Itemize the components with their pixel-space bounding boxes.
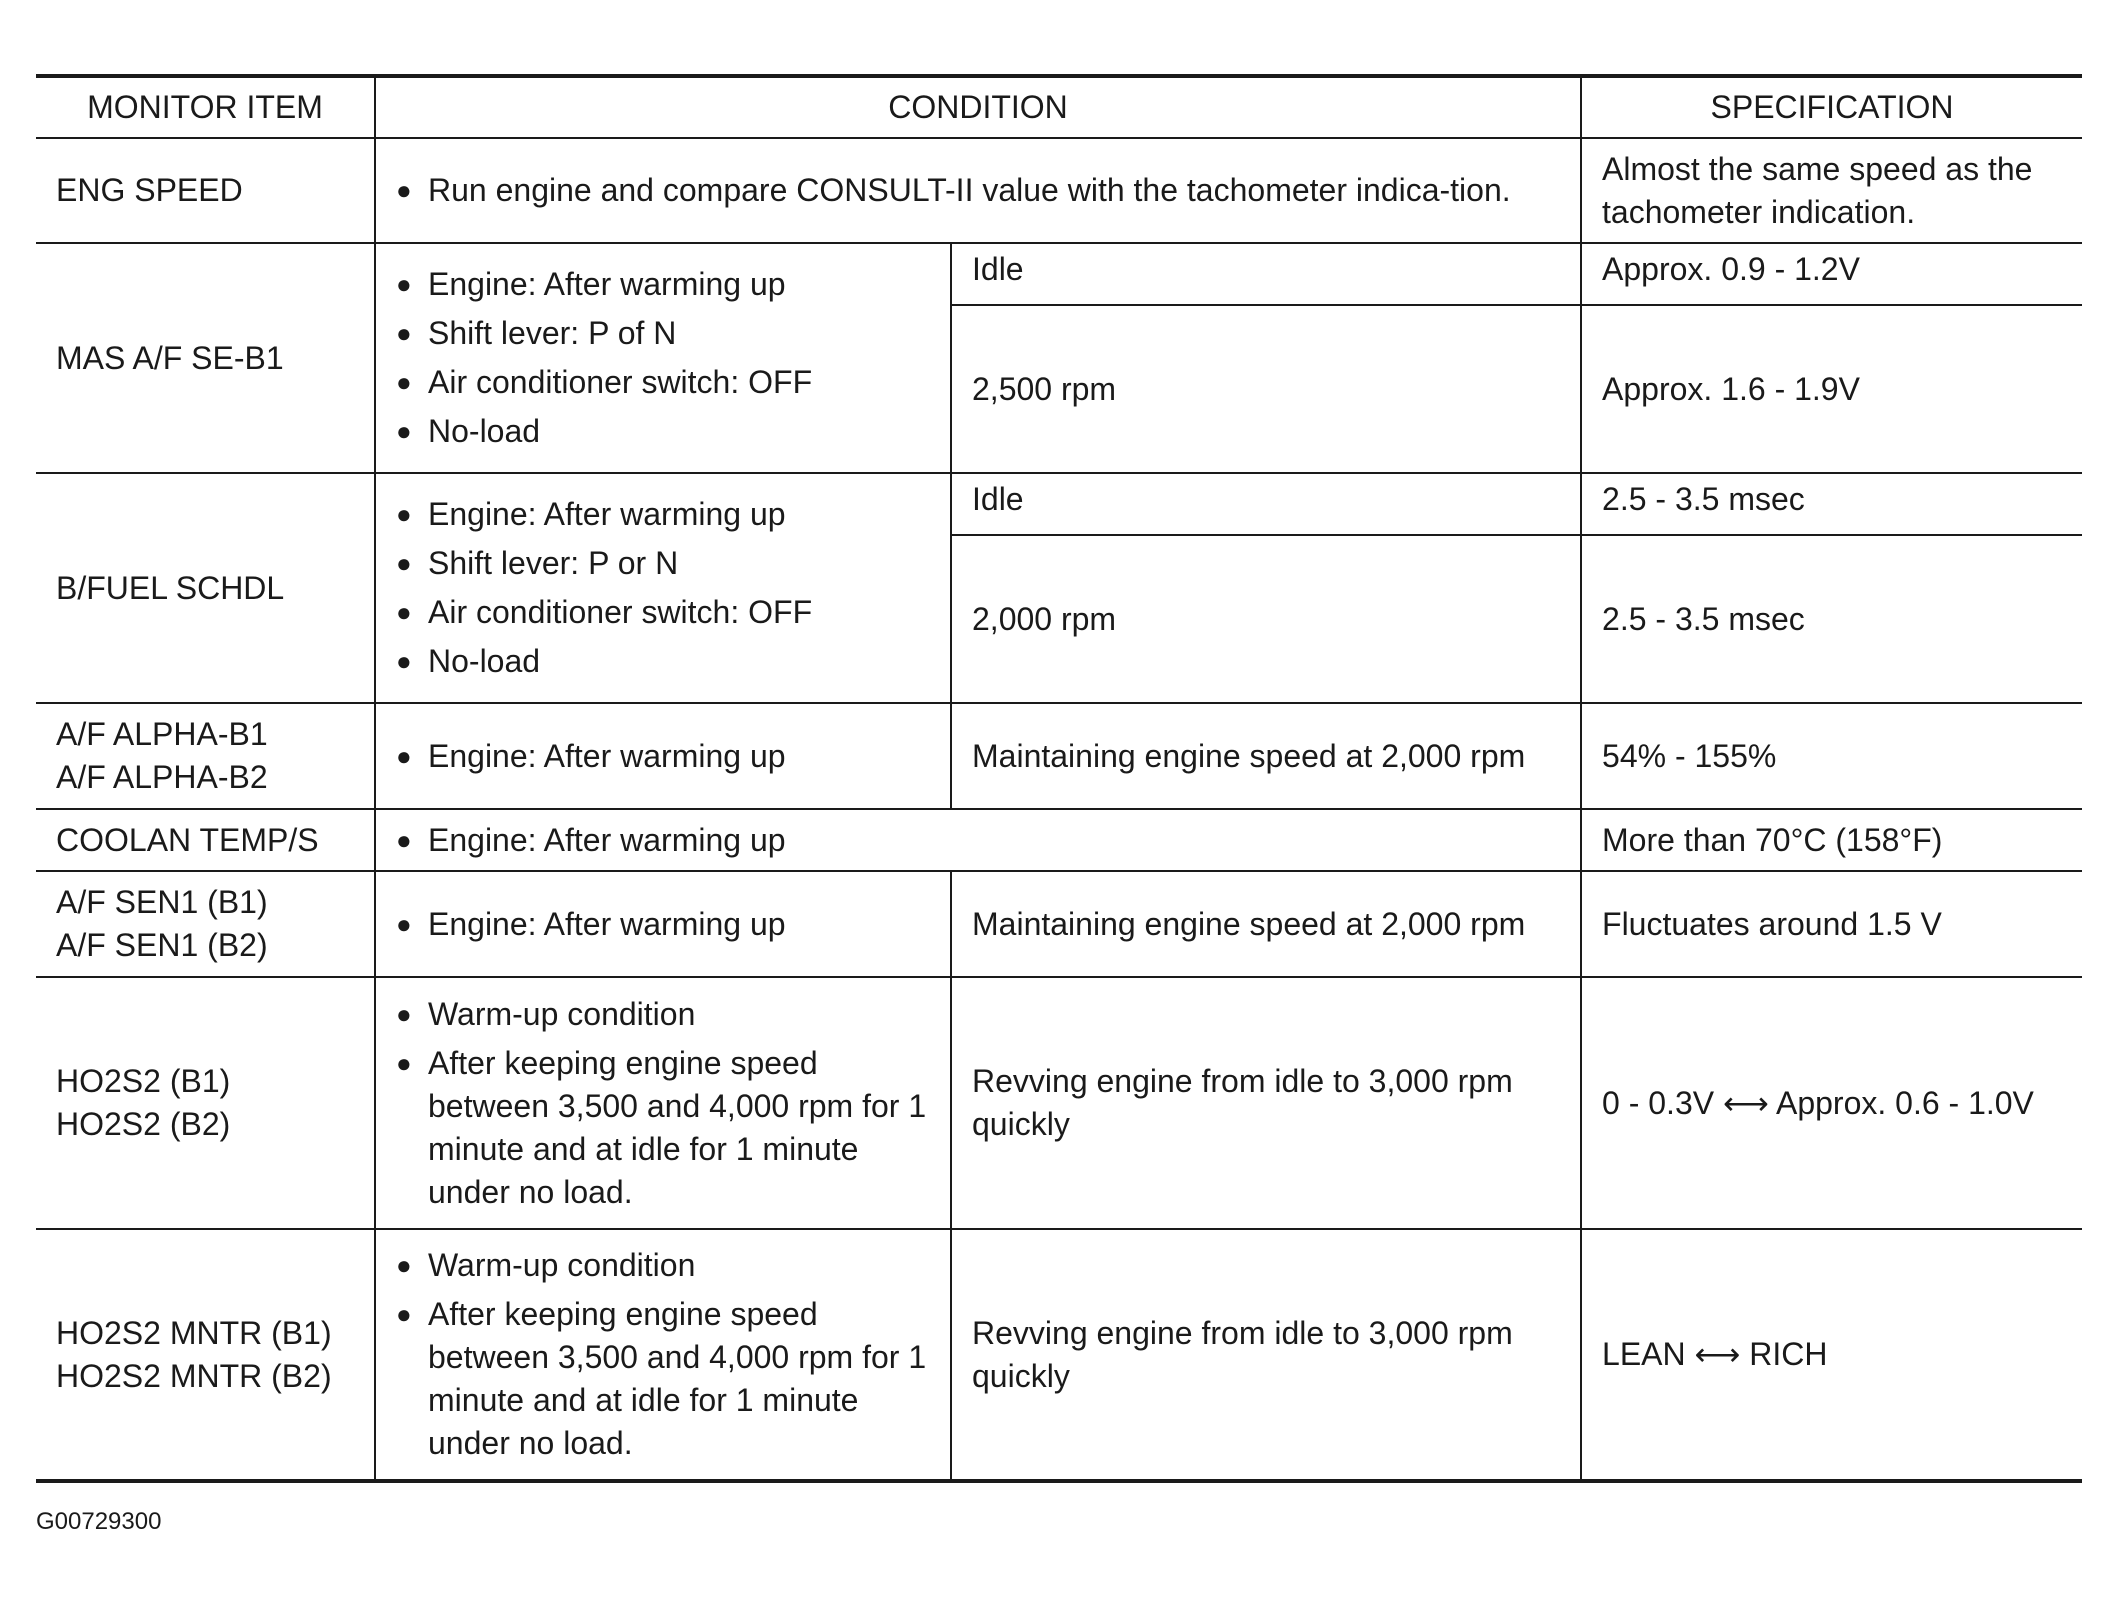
monitor-item-cell: ENG SPEED	[36, 138, 375, 243]
state-cell: Idle	[951, 473, 1581, 535]
monitor-item-line: HO2S2 MNTR (B2)	[56, 1357, 332, 1394]
monitor-item-cell	[36, 703, 375, 809]
state-cell: Revving engine from idle to 3,000 rpm quickly	[951, 977, 1581, 1229]
state-cell: 2,500 rpm	[951, 305, 1581, 473]
monitor-item-line: A/F SEN1 (B2)	[56, 927, 268, 963]
monitor-item-cell: MAS A/F SE-B1	[36, 243, 375, 473]
monitor-item-cell: COOLAN TEMP/S	[36, 809, 375, 871]
header-monitor-item: MONITOR ITEM	[36, 76, 375, 138]
condition-list	[396, 1244, 930, 1465]
condition-bullet: ● Air conditioner switch: OFF	[396, 591, 930, 634]
condition-bullet: ● After keeping engine speed between 3,500 and 4,000 rpm for 1 minute and at idle for 1 minute under no load.	[396, 1042, 930, 1214]
monitor-item-cell: B/FUEL SCHDL	[36, 473, 375, 703]
condition-cell	[375, 977, 951, 1229]
condition-bullet: ● Engine: After warming up	[396, 903, 930, 946]
specification-cell: Fluctuates around 1.5 V	[1581, 871, 2082, 977]
table-row	[36, 871, 2082, 977]
condition-bullet: ● After keeping engine speed between 3,500 and 4,000 rpm for 1 minute and at idle for 1 minute under no load.	[396, 1293, 930, 1465]
condition-bullet: ● Engine: After warming up	[396, 735, 930, 778]
condition-bullet: ● Warm-up condition	[396, 993, 930, 1036]
condition-bullet: ● Warm-up condition	[396, 1244, 930, 1287]
monitor-item-cell	[36, 871, 375, 977]
monitor-spec-table	[36, 74, 2082, 1483]
condition-cell	[375, 809, 1581, 871]
specification-cell: Almost the same speed as the tachometer indication.	[1581, 138, 2082, 243]
monitor-item-line: HO2S2 MNTR (B1)	[56, 1314, 332, 1351]
condition-cell	[375, 871, 951, 977]
condition-bullet: ● Engine: After warming up	[396, 493, 930, 536]
table-row	[36, 473, 2082, 535]
condition-bullet: ● Engine: After warming up	[396, 819, 1560, 862]
condition-bullet: ● Shift lever: P of N	[396, 312, 930, 355]
condition-list	[396, 993, 930, 1214]
state-cell: Idle	[951, 243, 1581, 305]
monitor-spec-document	[36, 74, 2082, 1483]
condition-list	[396, 263, 930, 453]
condition-cell	[375, 243, 951, 473]
specification-cell: LEAN ⟷ RICH	[1581, 1229, 2082, 1481]
condition-cell	[375, 138, 1581, 243]
condition-bullet: ● No-load	[396, 410, 930, 453]
header-specification: SPECIFICATION	[1581, 76, 2082, 138]
condition-cell	[375, 473, 951, 703]
header-condition: CONDITION	[375, 76, 1581, 138]
table-row	[36, 243, 2082, 305]
table-row	[36, 703, 2082, 809]
state-cell: Revving engine from idle to 3,000 rpm quickly	[951, 1229, 1581, 1481]
specification-cell: 54% - 155%	[1581, 703, 2082, 809]
specification-cell: 0 - 0.3V ⟷ Approx. 0.6 - 1.0V	[1581, 977, 2082, 1229]
monitor-item-line: HO2S2 (B2)	[56, 1106, 231, 1142]
condition-bullet: ● No-load	[396, 640, 930, 683]
condition-bullet: ● Run engine and compare CONSULT-II value with the tachometer indica-tion.	[396, 169, 1560, 212]
specification-cell: More than 70°C (158°F)	[1581, 809, 2082, 871]
specification-cell: Approx. 1.6 - 1.9V	[1581, 305, 2082, 473]
table-row	[36, 977, 2082, 1229]
condition-cell	[375, 703, 951, 809]
figure-id: G00729300	[36, 1508, 162, 1535]
state-cell: Maintaining engine speed at 2,000 rpm	[951, 703, 1581, 809]
table-row	[36, 1229, 2082, 1481]
monitor-item-cell	[36, 1229, 375, 1481]
state-cell: 2,000 rpm	[951, 535, 1581, 703]
condition-bullet: ● Air conditioner switch: OFF	[396, 361, 930, 404]
condition-list	[396, 493, 930, 683]
monitor-item-line: A/F SEN1 (B1)	[56, 884, 268, 920]
table-row	[36, 138, 2082, 243]
monitor-item-line: HO2S2 (B1)	[56, 1063, 231, 1099]
specification-cell: 2.5 - 3.5 msec	[1581, 535, 2082, 703]
table-header-row	[36, 76, 2082, 138]
specification-cell: Approx. 0.9 - 1.2V	[1581, 243, 2082, 305]
monitor-item-line: A/F ALPHA-B2	[56, 759, 268, 795]
monitor-item-cell	[36, 977, 375, 1229]
specification-cell: 2.5 - 3.5 msec	[1581, 473, 2082, 535]
condition-bullet: ● Shift lever: P or N	[396, 542, 930, 585]
condition-cell	[375, 1229, 951, 1481]
table-row	[36, 809, 2082, 871]
condition-bullet: ● Engine: After warming up	[396, 263, 930, 306]
state-cell: Maintaining engine speed at 2,000 rpm	[951, 871, 1581, 977]
monitor-item-line: A/F ALPHA-B1	[56, 716, 268, 752]
